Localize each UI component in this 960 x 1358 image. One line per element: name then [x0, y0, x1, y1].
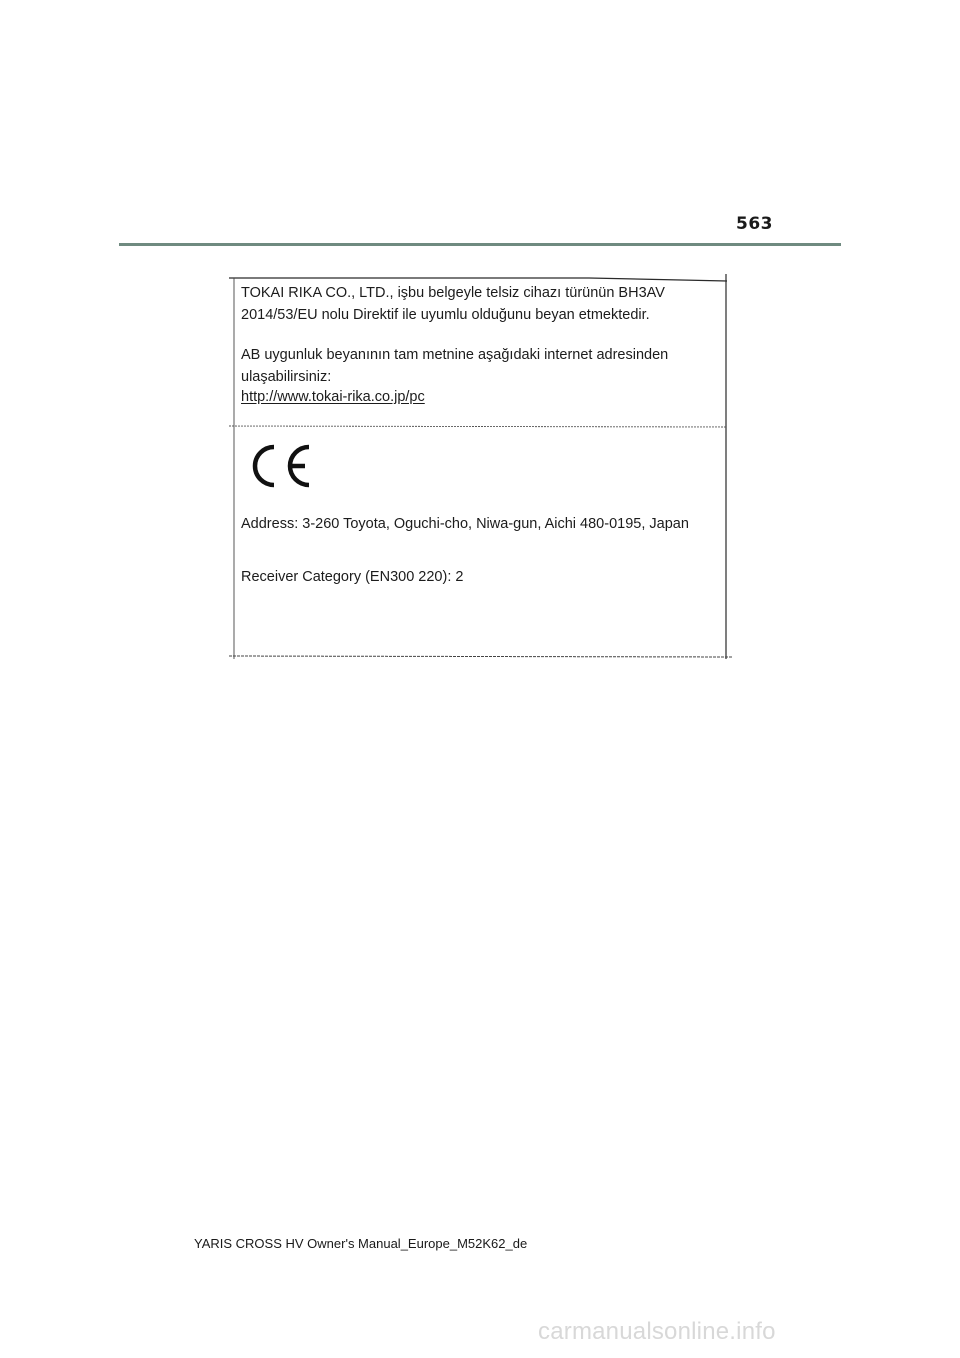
- watermark: carmanualsonline.info: [538, 1318, 776, 1345]
- label-divider: [229, 426, 727, 427]
- label-bottom-border: [229, 656, 732, 657]
- manual-footer: YARIS CROSS HV Owner's Manual_Europe_M52K62_de: [194, 1236, 528, 1251]
- page-number: 563: [736, 214, 773, 234]
- declaration-line-1: TOKAI RIKA CO., LTD., işbu belgeyle telsiz cihazı türünün BH3AV: [241, 285, 665, 301]
- manufacturer-address: Address: 3-260 Toyota, Oguchi-cho, Niwa-gun, Aichi 480-0195, Japan: [241, 516, 689, 532]
- declaration-line-2: 2014/53/EU nolu Direktif ile uyumlu olduğunu beyan etmektedir.: [241, 307, 650, 323]
- receiver-category: Receiver Category (EN300 220): 2: [241, 569, 464, 585]
- declaration-link[interactable]: http://www.tokai-rika.co.jp/pc: [241, 389, 425, 405]
- label-top-border: [229, 278, 727, 281]
- access-line-1: AB uygunluk beyanının tam metnine aşağıdaki internet adresinden: [241, 347, 669, 363]
- access-line-2: ulaşabilirsiniz:: [241, 369, 332, 385]
- certification-label: [229, 274, 732, 660]
- header-rule: [119, 243, 841, 246]
- ce-mark-icon: [247, 442, 315, 490]
